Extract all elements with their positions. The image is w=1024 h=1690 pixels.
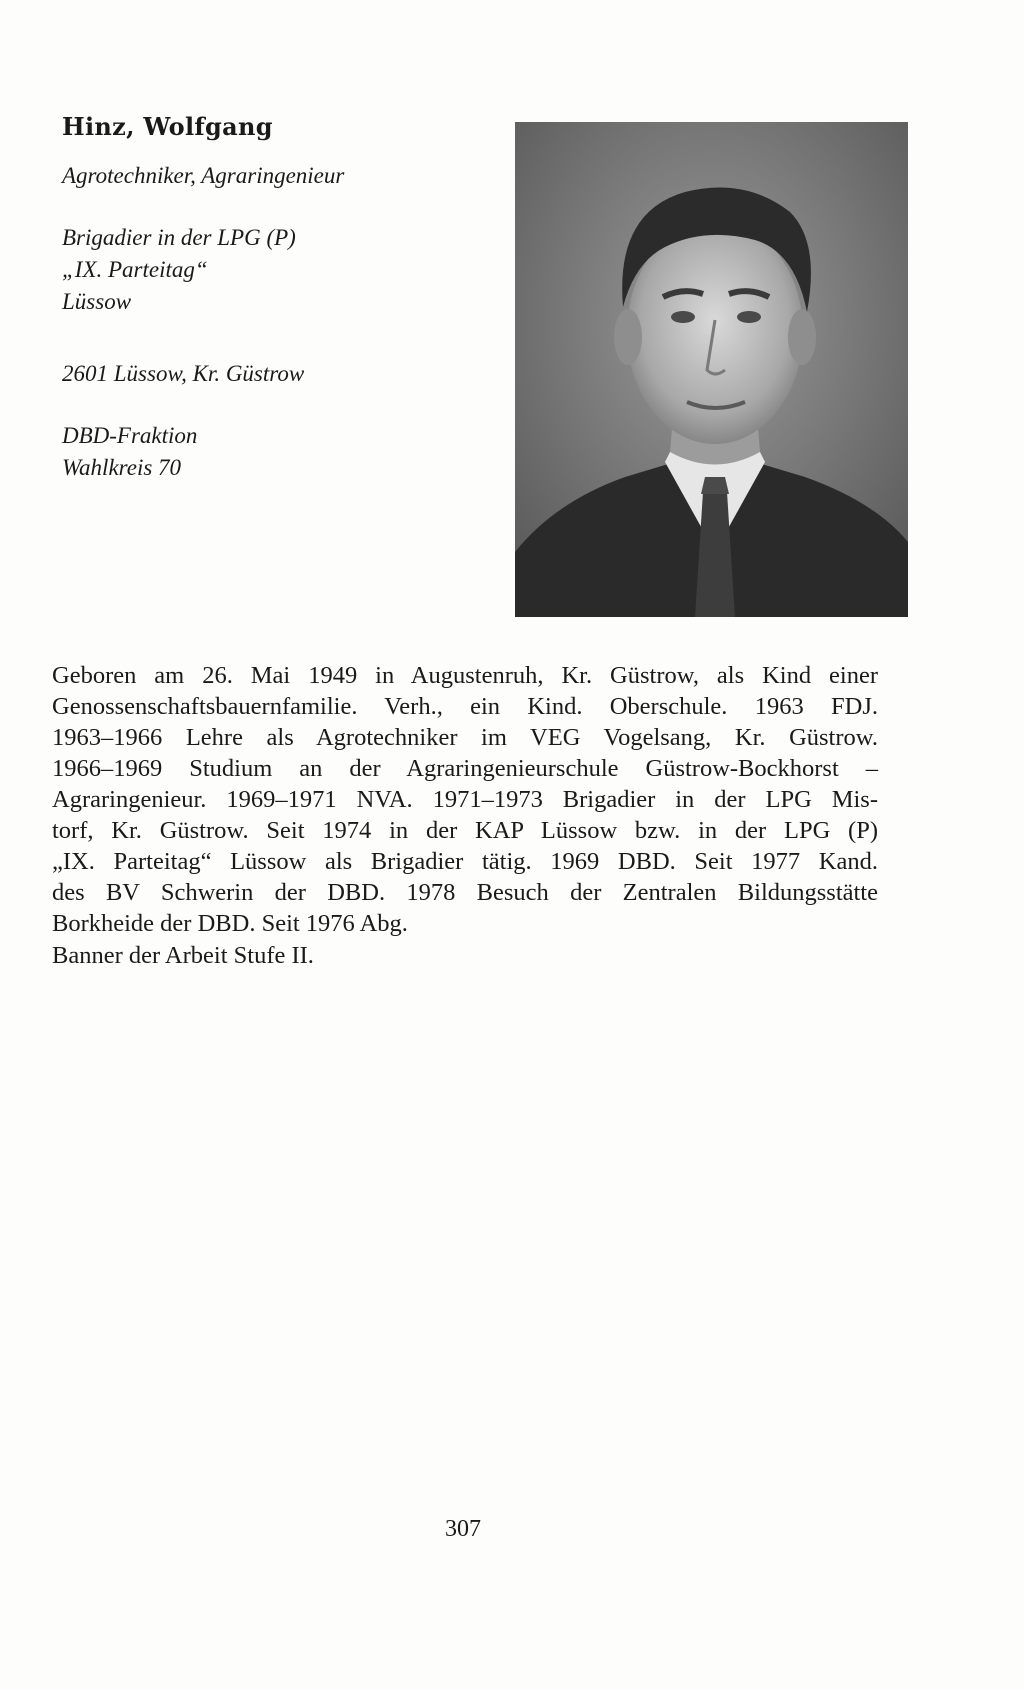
award-text: Banner der Arbeit Stufe II. [52, 942, 314, 969]
page-number: 307 [445, 1516, 481, 1542]
profession-text: Agrotechniker, Agraringenieur [62, 163, 345, 188]
position-block [62, 222, 296, 318]
bio-line: torf, Kr. Güstrow. Seit 1974 in der KAP Lüssow bzw. in der LPG (P) [52, 817, 878, 844]
bio-line: „IX. Parteitag“ Lüssow als Brigadier tätig. 1969 DBD. Seit 1977 Kand. [52, 848, 878, 875]
bio-line: Geboren am 26. Mai 1949 in Augustenruh, Kr. Güstrow, als Kind einer [52, 662, 878, 689]
address [62, 358, 304, 390]
bio-line: 1963–1966 Lehre als Agrotechniker im VEG Vogelsang, Kr. Güstrow. [52, 724, 878, 751]
faction-block [62, 420, 197, 484]
address-text: 2601 Lüssow, Kr. Güstrow [62, 361, 305, 386]
bio-line: des BV Schwerin der DBD. 1978 Besuch der Zentralen Bildungsstätte [52, 879, 878, 906]
position-line-2: „IX. Parteitag“ [62, 257, 208, 282]
position-line-3: Lüssow [62, 289, 132, 314]
faction-line-2: Wahlkreis 70 [62, 455, 182, 480]
bio-line: 1966–1969 Studium an der Agraringenieurschule Güstrow-Bockhorst – [52, 755, 878, 782]
position-line-1: Brigadier in der LPG (P) [62, 225, 296, 250]
bio-line: Genossenschaftsbauernfamilie. Verh., ein Kind. Oberschule. 1963 FDJ. [52, 693, 878, 720]
bio-line: Borkheide der DBD. Seit 1976 Abg. [52, 910, 408, 937]
faction-line-1: DBD-Fraktion [62, 423, 198, 448]
biography [52, 660, 878, 939]
portrait-illustration [515, 122, 908, 617]
portrait-photo [515, 122, 908, 617]
bio-line: Agraringenieur. 1969–1971 NVA. 1971–1973 Brigadier in der LPG Mis- [52, 786, 878, 813]
profession [62, 160, 344, 192]
person-name: Hinz, Wolfgang [62, 112, 273, 141]
